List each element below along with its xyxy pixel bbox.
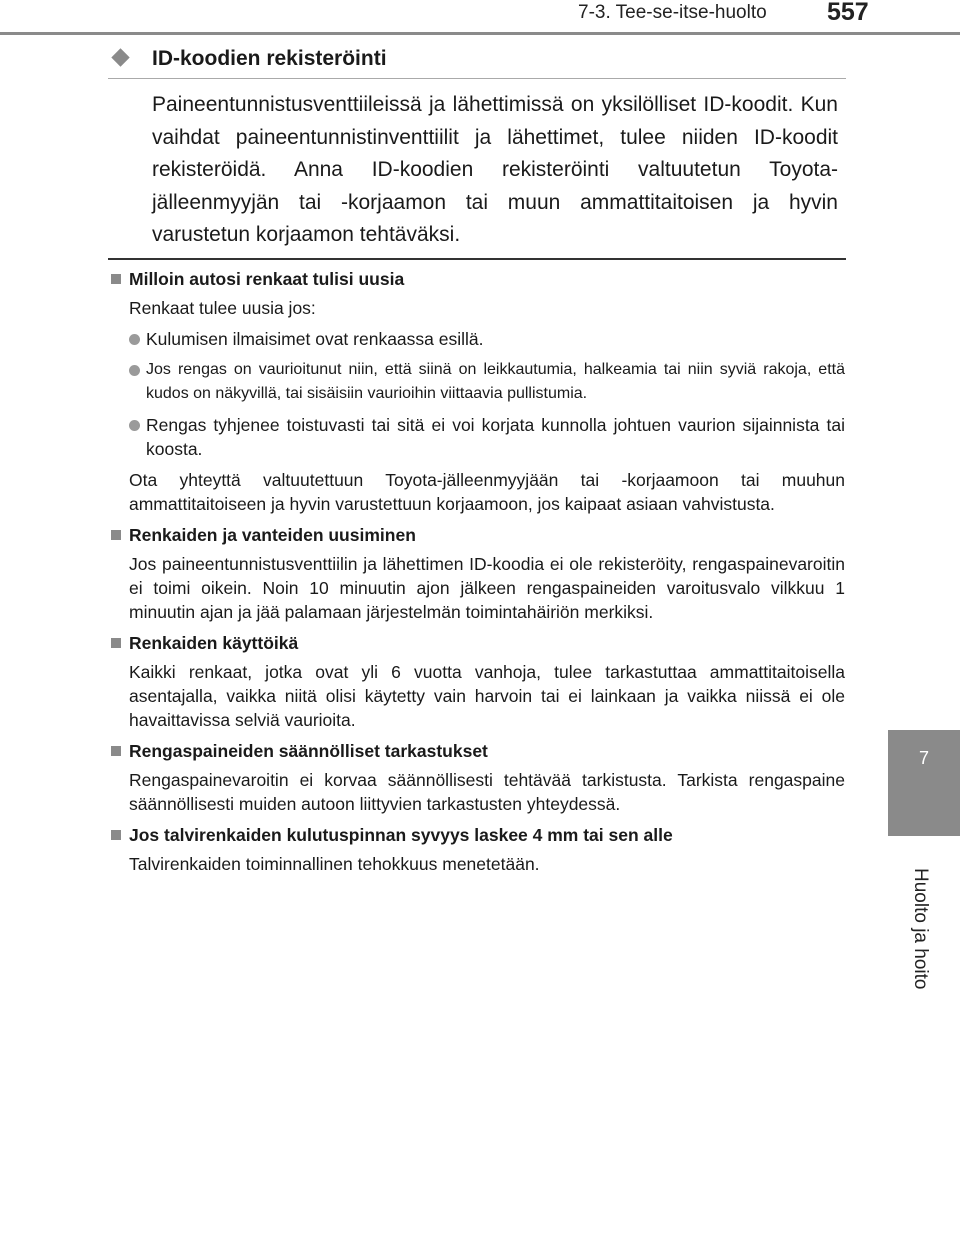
subsection-winter-tires [110, 824, 845, 876]
subsection-lead: Renkaat tulee uusia jos: [129, 298, 316, 318]
section-divider [108, 258, 846, 260]
square-bullet-icon [111, 638, 121, 648]
round-bullet-icon [129, 420, 140, 431]
chapter-label: Huolto ja hoito [910, 868, 931, 990]
subsection-paragraph: Ota yhteyttä valtuutettuun Toyota-jälleenmyyjään tai -korjaamoon tai muuhun ammattitaitoiseen ja hyvin varustettuun korjaamoon, jos kaipaat asiaan vahvistusta. [129, 470, 845, 514]
subsection-heading [110, 268, 845, 290]
subsection-tires-and-wheels [110, 524, 845, 624]
subsection-heading [110, 740, 845, 762]
subsection-paragraph: Talvirenkaiden toiminnallinen tehokkuus menetetään. [129, 854, 540, 874]
subsections [110, 268, 845, 884]
diamond-icon [111, 48, 129, 66]
list-item-text: Jos rengas on vaurioitunut niin, että siinä on leikkautumia, halkeamia tai niin syviä rakoja, että kudos on näkyvillä, tai sisäisiin vaurioihin viittaavia pullistumia. [146, 361, 845, 402]
subsection-paragraph: Rengaspainevaroitin ei korvaa säännöllisesti tehtävää tarkistusta. Tarkista rengaspaine säännöllisesti muiden autoon liittyvien tarkastusten yhteydessä. [129, 770, 845, 814]
header-rule [0, 32, 960, 35]
page-number: 557 [827, 0, 869, 26]
square-bullet-icon [111, 530, 121, 540]
square-bullet-icon [111, 746, 121, 756]
subsection-heading-text: Milloin autosi renkaat tulisi uusia [129, 269, 405, 289]
list-item-text: Kulumisen ilmaisimet ovat renkaassa esillä. [146, 329, 484, 349]
subsection-paragraph: Kaikki renkaat, jotka ovat yli 6 vuotta vanhoja, tulee tarkastuttaa ammattitaitoisella asentajalla, vaikka niitä olisi käytetty vain harvoin tai ei lainkaan ja vaikka niissä ei ole havaittavissa selviä vaurioita. [129, 662, 845, 730]
subsection-heading [110, 632, 845, 654]
round-bullet-icon [129, 365, 140, 376]
subsection-tire-lifespan [110, 632, 845, 732]
square-bullet-icon [111, 274, 121, 284]
round-bullet-icon [129, 334, 140, 345]
list-item [129, 358, 845, 406]
subsection-heading-text: Rengaspaineiden säännölliset tarkastukset [129, 741, 488, 761]
subsection-heading-text: Jos talvirenkaiden kulutuspinnan syvyys laskee 4 mm tai sen alle [129, 825, 673, 845]
list-item [129, 413, 845, 461]
header-section-title: 7-3. Tee-se-itse-huolto [578, 2, 767, 23]
chapter-tab [888, 730, 960, 836]
subsection-heading [110, 524, 845, 546]
chapter-number: 7 [918, 748, 929, 768]
subsection-tire-replacement [110, 268, 845, 516]
subsection-heading-text: Renkaiden käyttöikä [129, 633, 299, 653]
section-intro: Paineentunnistusventtiileissä ja lähettimissä on yksilölliset ID-koodit. Kun vaihdat paineentunnistinventtiilit ja lähettimet, tulee niiden ID-koodit rekisteröidä. Anna ID-koodien rekisteröinti valtuutetun Toyota-jälleenmyyjän tai -korjaamon tai muun ammattitaitoisen ja hyvin varustetun korjaamon tehtäväksi. [152, 93, 838, 246]
subsection-heading [110, 824, 845, 846]
subsection-heading-text: Renkaiden ja vanteiden uusiminen [129, 525, 416, 545]
subsection-paragraph: Jos paineentunnistusventtiilin ja lähettimen ID-koodia ei ole rekisteröity, rengaspainevaroitin ei toimi oikein. Noin 10 minuutin ajon jälkeen rengaspaineiden varoitusvalo vilkkuu 1 minuutin ajan ja jää palamaan järjestelmän toimintahäiriön merkiksi. [129, 554, 845, 622]
list-item-text: Rengas tyhjenee toistuvasti tai sitä ei voi korjata kunnolla johtuen vaurion sijainnista tai koosta. [146, 415, 845, 459]
section-heading: ID-koodien rekisteröinti [152, 47, 387, 70]
subsection-pressure-checks [110, 740, 845, 816]
square-bullet-icon [111, 830, 121, 840]
section-heading-rule [108, 78, 846, 79]
list-item [129, 327, 845, 351]
